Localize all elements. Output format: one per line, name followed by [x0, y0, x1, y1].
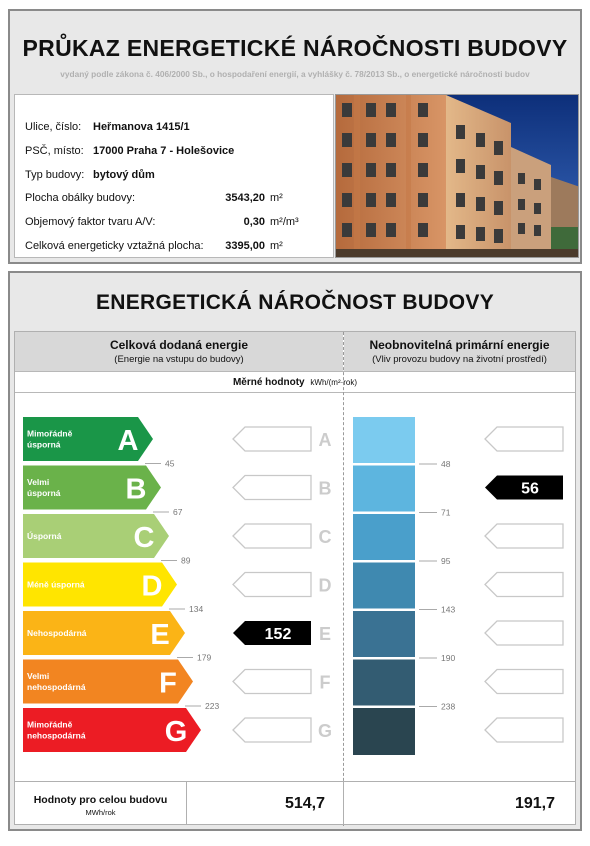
building-type-value: bytový dům	[93, 169, 155, 181]
delivered-class-g-outline-letter: G	[317, 721, 333, 741]
primary-class-indicator	[485, 718, 563, 742]
primary-specific-value: 56	[521, 480, 539, 498]
building-type-label: Typ budovy:	[25, 169, 85, 181]
delivered-class-a-outline-letter: A	[318, 430, 332, 450]
primary-energy-title: Neobnovitelná primární energie	[369, 338, 550, 352]
delivered-class-g-indicator	[233, 718, 311, 742]
shape-factor-label: Objemový faktor tvaru A/V:	[25, 216, 156, 228]
primary-threshold-label: 95	[441, 556, 451, 566]
primary-threshold-label: 190	[441, 653, 456, 663]
primary-class-band	[353, 514, 415, 561]
primary-class-band	[353, 466, 415, 513]
delivered-class-c-outline-letter: C	[318, 527, 332, 547]
building-totals-row	[15, 781, 575, 824]
delivered-class-b-letter: B	[125, 473, 147, 506]
building-photo-illustration	[336, 95, 579, 258]
totals-divider	[343, 782, 344, 825]
delivered-class-b-label: úsporná	[27, 488, 61, 498]
reference-area-value: 3395,00	[225, 240, 265, 252]
delivered-threshold-label: 179	[197, 652, 212, 663]
energy-scale-box	[14, 331, 576, 825]
primary-energy-subtitle: (Vliv provozu budovy na životní prostředí)	[372, 354, 547, 365]
delivered-class-a-indicator	[233, 427, 311, 451]
primary-class-indicator	[485, 524, 563, 548]
primary-class-indicator	[485, 670, 563, 694]
primary-threshold-label: 238	[441, 701, 456, 712]
delivered-class-e-letter: E	[150, 619, 170, 651]
delivered-class-g-label: nehospodárná	[27, 730, 86, 741]
delivered-specific-value: 152	[264, 626, 292, 643]
certificate-legal-basis: vydaný podle zákona č. 406/2000 Sb., o hospodaření energií, a vyhlášky č. 78/2013 Sb., o energetické náročnosti budov	[60, 69, 530, 79]
delivered-class-e-outline-letter: E	[318, 624, 332, 644]
primary-class-band	[353, 563, 415, 610]
delivered-class-d-letter: D	[141, 570, 163, 603]
building-photo	[335, 94, 579, 258]
street-label: Ulice, číslo:	[25, 121, 82, 133]
delivered-class-c-label: Úsporná	[27, 531, 62, 541]
envelope-area-unit: m²	[270, 192, 283, 204]
shape-factor-value: 0,30	[243, 216, 265, 228]
specific-values-unit: kWh/(m²·rok)	[310, 378, 358, 387]
envelope-area-label: Plocha obálky budovy:	[25, 192, 136, 204]
delivered-class-d-label: Méně úsporná	[27, 579, 85, 590]
certificate-header-panel	[8, 9, 582, 264]
delivered-class-a-letter: A	[117, 425, 139, 457]
total-primary-energy: 191,7	[514, 795, 555, 812]
delivered-energy-title: Celková dodaná energie	[109, 338, 249, 352]
delivered-class-f-label: nehospodárná	[27, 682, 86, 692]
delivered-class-c-letter: C	[133, 522, 155, 554]
delivered-class-e-label: Nehospodárná	[27, 628, 87, 638]
city-label: PSČ, místo:	[25, 145, 84, 157]
primary-threshold-label: 48	[441, 459, 451, 469]
reference-area-unit: m²	[270, 240, 283, 252]
delivered-threshold-label: 223	[205, 701, 220, 711]
delivered-class-b-outline-letter: B	[318, 478, 332, 499]
delivered-class-d-indicator	[233, 573, 311, 597]
delivered-class-b-indicator	[233, 476, 311, 500]
delivered-class-a-label: úsporná	[27, 439, 61, 450]
building-totals-label: Hodnoty pro celou budovu	[33, 794, 168, 806]
delivered-energy-subtitle: (Energie na vstupu do budovy)	[114, 354, 244, 365]
primary-class-band	[353, 660, 415, 707]
building-totals-unit: MWh/rok	[85, 808, 116, 817]
city-value: 17000 Praha 7 - Holešovice	[93, 145, 235, 157]
delivered-threshold-label: 67	[173, 507, 183, 517]
primary-threshold-label: 71	[441, 507, 451, 518]
energy-performance-panel	[8, 271, 582, 831]
delivered-class-b-label: Velmi	[27, 477, 50, 487]
delivered-class-g-label: Mimořádně	[27, 719, 73, 730]
delivered-class-a-label: Mimořádně	[27, 428, 73, 439]
delivered-class-c-indicator	[233, 524, 311, 548]
primary-threshold-label: 143	[441, 604, 456, 615]
reference-area-label: Celková energeticky vztažná plocha:	[25, 240, 204, 252]
delivered-threshold-label: 134	[189, 604, 204, 614]
delivered-class-f-indicator	[233, 670, 311, 694]
delivered-class-f-label: Velmi	[27, 671, 50, 681]
delivered-class-f-letter: F	[159, 667, 177, 700]
delivered-class-f-outline-letter: F	[319, 672, 331, 693]
delivered-class-g-letter: G	[164, 716, 188, 748]
delivered-threshold-label: 45	[165, 458, 175, 469]
street-value: Heřmanova 1415/1	[93, 121, 190, 133]
primary-class-indicator	[485, 573, 563, 597]
primary-class-band	[353, 611, 415, 658]
primary-class-indicator	[485, 427, 563, 451]
primary-class-band	[353, 708, 415, 755]
energy-class-scales	[15, 332, 575, 781]
envelope-area-value: 3543,20	[225, 192, 265, 204]
building-info-box	[14, 94, 334, 258]
shape-factor-unit: m²/m³	[270, 216, 299, 228]
certificate-title: PRŮKAZ ENERGETICKÉ NÁROČNOSTI BUDOVY	[22, 35, 568, 61]
specific-values-label: Měrné hodnoty	[232, 377, 305, 388]
energy-section-title: ENERGETICKÁ NÁROČNOST BUDOVY	[95, 291, 495, 314]
primary-class-indicator	[485, 621, 563, 645]
delivered-class-d-outline-letter: D	[318, 575, 332, 596]
total-delivered-energy: 514,7	[284, 795, 325, 812]
building-totals-label-cell	[15, 782, 187, 825]
primary-class-band	[353, 417, 415, 464]
delivered-threshold-label: 89	[181, 555, 191, 566]
